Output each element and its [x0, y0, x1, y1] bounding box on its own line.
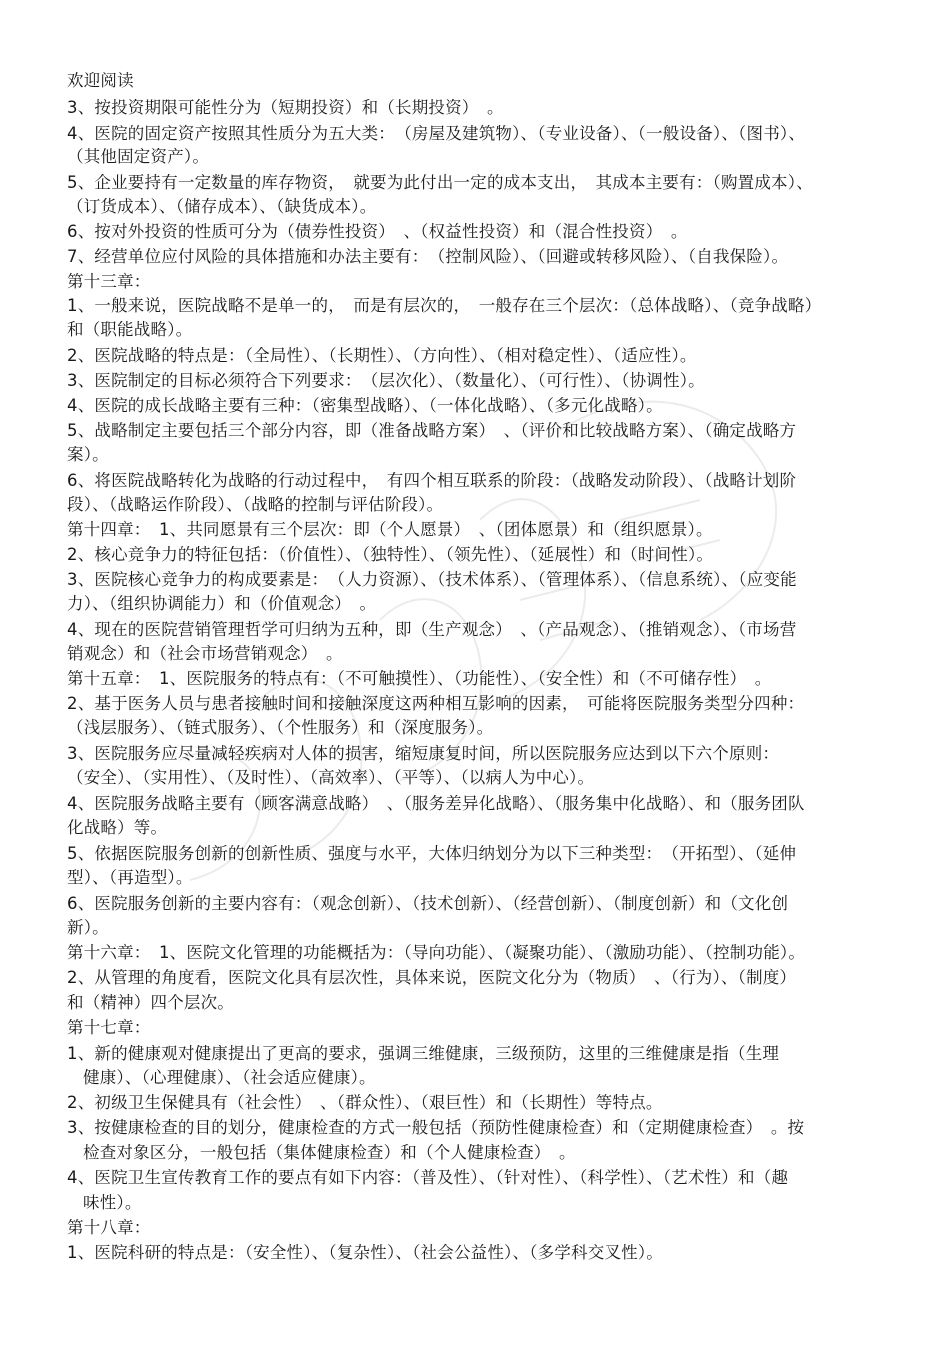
text-line: 味性）。: [83, 1193, 142, 1212]
text-line: 销观念）和（社会市场营销观念） 。: [67, 644, 343, 663]
text-line: 3、医院核心竞争力的构成要素是： （人力资源）、（技术体系）、（管理体系）、（信息系统）、（应变能: [67, 570, 797, 589]
text-line: 4、医院的成长战略主要有三种：（密集型战略）、（一体化战略）、（多元化战略）。: [67, 396, 663, 415]
text-line: 3、按健康检查的目的划分，健康检查的方式一般包括（预防性健康检查）和（定期健康检查） 。按: [67, 1118, 805, 1137]
text-line: 案）。: [67, 445, 109, 464]
text-line: 检查对象区分，一般包括（集体健康检查）和（个人健康检查） 。: [83, 1143, 576, 1162]
text-line: 力）、（组织协调能力）和（价值观念） 。: [67, 594, 377, 613]
text-line: 6、医院服务创新的主要内容有：（观念创新）、（技术创新）、（经营创新）、（制度创新）和（文化创: [67, 894, 789, 913]
text-line: 5、企业要持有一定数量的库存物资， 就要为此付出一定的成本支出， 其成本主要有：（购置成本）、: [67, 173, 813, 192]
text-line: 4、现在的医院营销管理哲学可归纳为五种，即（生产观念） 、（产品观念）、（推销观念）、（市场营: [67, 620, 797, 639]
text-line: 3、医院服务应尽量减轻疾病对人体的损害，缩短康复时间，所以医院服务应达到以下六个原则：: [67, 744, 780, 763]
text-line: 和（职能战略）。: [67, 320, 193, 339]
text-line: （订货成本）、（储存成本）、（缺货成本）。: [67, 197, 377, 216]
text-line: 1、一般来说，医院战略不是单一的， 而是有层次的， 一般存在三个层次：（总体战略）、（竞争战略）: [67, 296, 822, 315]
chapter-heading: 第十三章：: [67, 272, 151, 291]
text-line: 5、依据医院服务创新的创新性质、强度与水平，大体归纳划分为以下三种类型： （开拓型）、（延伸: [67, 844, 797, 863]
header-text: 欢迎阅读: [67, 71, 134, 90]
text-line: 新）。: [67, 918, 109, 937]
text-line: （安全）、（实用性）、（及时性）、（高效率）、（平等）、（以病人为中心）。: [67, 768, 595, 787]
text-line: 4、医院的固定资产按照其性质分为五大类： （房屋及建筑物）、（专业设备）、（一般设备）、（图书）、: [67, 124, 806, 143]
text-line: 4、医院服务战略主要有（顾客满意战略） 、（服务差异化战略）、（服务集中化战略）、和（服务团队: [67, 794, 805, 813]
text-line: （浅层服务）、（链式服务）、（个性服务）和（深度服务）。: [67, 718, 494, 737]
text-line: 型）、（再造型）。: [67, 868, 193, 887]
text-line: 2、医院战略的特点是：（全局性）、（长期性）、（方向性）、（相对稳定性）、（适应性）。: [67, 346, 697, 365]
text-line: 4、医院卫生宣传教育工作的要点有如下内容：（普及性）、（针对性）、（科学性）、（艺术性）和（趣: [67, 1168, 789, 1187]
text-line: 7、经营单位应付风险的具体措施和办法主要有： （控制风险）、（回避或转移风险）、（自我保险）。: [67, 247, 789, 266]
chapter-heading: 第十六章： 1、医院文化管理的功能概括为：（导向功能）、（凝聚功能）、（激励功能）、（控制功能）。: [67, 943, 806, 962]
chapter-heading: 第十七章：: [67, 1018, 151, 1037]
text-line: 5、战略制定主要包括三个部分内容，即（准备战略方案） 、（评价和比较战略方案）、（确定战略方: [67, 421, 797, 440]
text-line: 健康）、（心理健康）、（社会适应健康）。: [83, 1068, 376, 1087]
chapter-heading: 第十八章：: [67, 1218, 151, 1237]
chapter-heading: 第十五章： 1、医院服务的特点有：（不可触摸性）、（功能性）、（安全性）和（不可储存性） 。: [67, 669, 772, 688]
text-line: 3、按投资期限可能性分为（短期投资）和（长期投资） 。: [67, 98, 504, 117]
text-line: 段）、（战略运作阶段）、（战略的控制与评估阶段）。: [67, 495, 444, 514]
text-line: 1、医院科研的特点是：（安全性）、（复杂性）、（社会公益性）、（多学科交叉性）。: [67, 1243, 663, 1262]
text-line: 1、新的健康观对健康提出了更高的要求，强调三维健康，三级预防，这里的三维健康是指（生理: [67, 1044, 780, 1063]
text-line: 化战略）等。: [67, 818, 168, 837]
text-line: 2、从管理的角度看，医院文化具有层次性，具体来说，医院文化分为（物质） 、（行为）、（制度）: [67, 968, 797, 987]
text-line: 3、医院制定的目标必须符合下列要求： （层次化）、（数量化）、（可行性）、（协调性）。: [67, 371, 705, 390]
text-line: 6、按对外投资的性质可分为（债券性投资） 、（权益性投资）和（混合性投资） 。: [67, 222, 688, 241]
text-line: （其他固定资产）。: [67, 147, 210, 166]
text-line: 和（精神）四个层次。: [67, 993, 234, 1012]
text-line: 2、基于医务人员与患者接触时间和接触深度这两种相互影响的因素， 可能将医院服务类型分四种：: [67, 694, 805, 713]
chapter-heading: 第十四章： 1、共同愿景有三个层次：即（个人愿景） 、（团体愿景）和（组织愿景）。: [67, 520, 713, 539]
text-line: 2、初级卫生保健具有（社会性） 、（群众性）、（艰巨性）和（长期性）等特点。: [67, 1093, 663, 1112]
text-line: 2、核心竞争力的特征包括：（价值性）、（独特性）、（领先性）、（延展性）和（时间性）。: [67, 545, 714, 564]
text-line: 6、将医院战略转化为战略的行动过程中， 有四个相互联系的阶段：（战略发动阶段）、（战略计划阶: [67, 471, 797, 490]
